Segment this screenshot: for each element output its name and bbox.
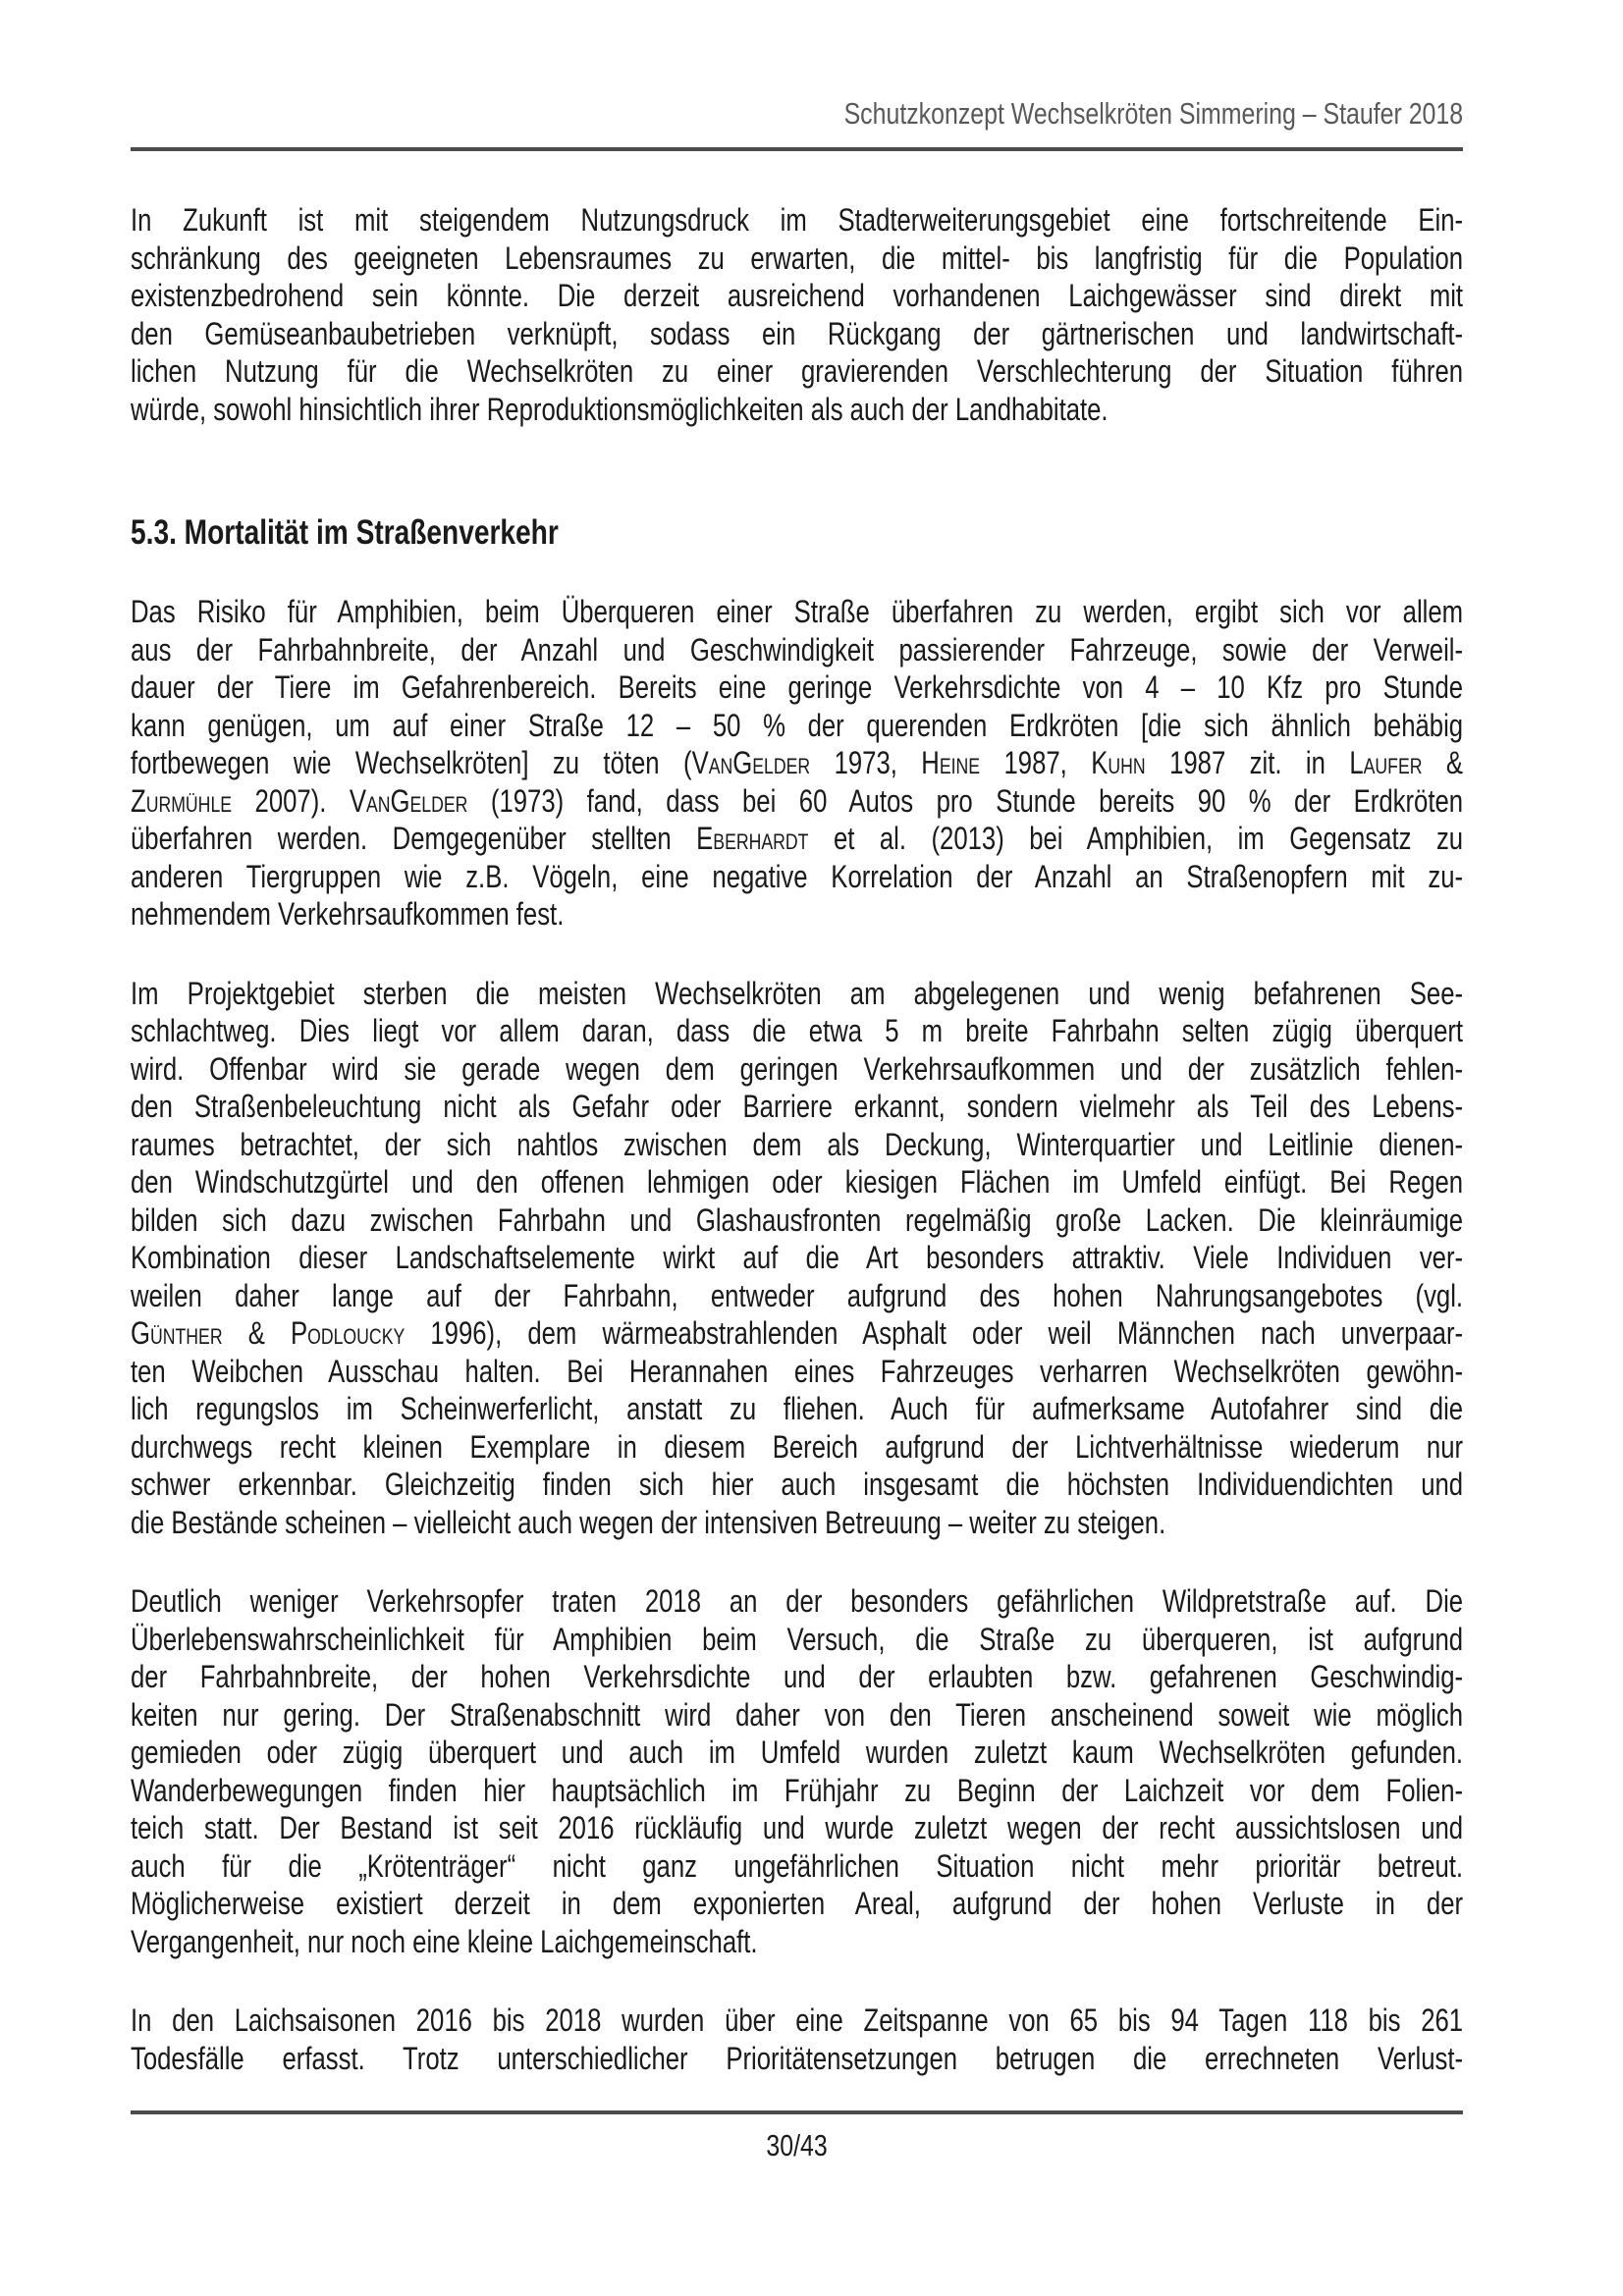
author-citation: Podloucky: [290, 1315, 406, 1351]
text-run: Todesfälle erfasst. Trotz unterschiedlicher Prioritätensetzungen betrugen die errechneten Verlust-: [131, 2040, 1464, 2076]
text-line: [131, 1621, 1463, 1659]
text-line: [131, 631, 1463, 669]
text-line: [131, 1314, 1463, 1353]
text-run: durchwegs recht kleinen Exemplare in diesem Bereich aufgrund der Lichtverhältnisse wiederum nur: [131, 1428, 1464, 1465]
text-line: [131, 1428, 1463, 1467]
text-run: dauer der Tiere im Gefahrenbereich. Bereits eine geringe Verkehrsdichte von 4 – 10 Kfz pro Stunde: [131, 669, 1464, 705]
text-run: schlachtweg. Dies liegt vor allem daran, dass die etwa 5 m breite Fahrbahn selten zügig überquert: [131, 1013, 1464, 1048]
text-line: [131, 858, 1463, 896]
text-run: 1973,: [810, 745, 922, 780]
text-line: [131, 1277, 1463, 1315]
text-run: auch für die „Krötenträger“ nicht ganz ungefährlichen Situation nicht mehr prioritär betreut.: [131, 1847, 1464, 1884]
text-run: Überlebenswahrscheinlichkeit für Amphibien beim Versuch, die Straße zu überqueren, ist aufgrund: [131, 1621, 1464, 1657]
text-line: [131, 668, 1463, 707]
text-line: [131, 707, 1463, 745]
paragraph: [131, 2002, 1623, 2077]
text-line: [131, 391, 1463, 429]
section-heading: 5.3. Mortalität im Straßenverkehr: [131, 513, 559, 552]
text-line: [131, 1126, 1463, 1164]
text-line: [131, 1734, 1463, 1772]
text-line: [131, 2002, 1463, 2040]
text-run: Möglicherweise existiert derzeit in dem exponierten Areal, aufgrund der hohen Verluste in der: [131, 1886, 1464, 1921]
author-citation: Eberhardt: [696, 821, 809, 856]
text-line: [131, 1582, 1463, 1621]
text-run: et al. (2013) bei Amphibien, im Gegensatz zu: [808, 821, 1464, 856]
text-run: Wanderbewegungen finden hier hauptsächlich im Frühjahr zu Beginn der Laichzeit vor dem Folien-: [131, 1772, 1464, 1808]
text-run: (1973) fand, dass bei 60 Autos pro Stunde bereits 90 % der Erdkröten: [467, 782, 1464, 819]
text-run: weilen daher lange auf der Fahrbahn, entweder aufgrund des hohen Nahrungsangebotes (vgl.: [131, 1277, 1464, 1313]
page-header-title: Schutzkonzept Wechselkröten Simmering – Staufer 2018: [843, 96, 1464, 131]
text-line: [131, 352, 1463, 391]
text-line: [131, 315, 1463, 353]
text-line: [131, 1088, 1463, 1126]
text-run: 2007).: [232, 782, 350, 819]
footer-rule: [131, 2110, 1463, 2114]
author-citation: VanGelder: [349, 782, 468, 819]
paragraph: [131, 975, 1623, 1542]
author-citation: Günther: [131, 1315, 223, 1351]
text-run: den Gemüseanbaubetrieben verknüpft, sodass ein Rückgang der gärtnerischen und landwirtschaft-: [131, 315, 1464, 351]
author-citation: Zurmühle: [131, 782, 233, 819]
text-run: schwer erkennbar. Gleichzeitig finden sich hier auch insgesamt die höchsten Individuendichten und: [131, 1467, 1464, 1502]
author-citation: VanGelder: [691, 745, 811, 780]
text-line: [131, 820, 1463, 858]
text-run: aus der Fahrbahnbreite, der Anzahl und Geschwindigkeit passierender Fahrzeuge, sowie der Verweil-: [131, 631, 1464, 667]
text-line: [131, 1504, 1463, 1542]
text-run: teich statt. Der Bestand ist seit 2016 rückläufig und wurde zuletzt wegen der recht aussichtslosen und: [131, 1810, 1464, 1845]
text-line: [131, 1696, 1463, 1735]
text-run: nehmendem Verkehrsaufkommen fest.: [131, 896, 565, 932]
text-run: lich regungslos im Scheinwerferlicht, anstatt zu fliehen. Auch für aufmerksame Autofahrer sind die: [131, 1391, 1464, 1426]
text-line: [131, 1050, 1463, 1089]
text-line: [131, 277, 1463, 315]
text-run: Deutlich weniger Verkehrsopfer traten 2018 an der besonders gefährlichen Wildpretstraße auf. Die: [131, 1583, 1464, 1619]
text-line: [131, 240, 1463, 278]
text-line: [131, 201, 1463, 240]
author-citation: Kuhn: [1091, 745, 1146, 780]
text-line: [131, 744, 1463, 782]
text-line: [131, 1658, 1463, 1696]
text-run: den Windschutzgürtel und den offenen lehmigen oder kiesigen Flächen im Umfeld einfügt. Bei Regen: [131, 1164, 1464, 1200]
text-run: raumes betrachtet, der sich nahtlos zwischen dem als Deckung, Winterquartier und Leitlinie dienen-: [131, 1126, 1464, 1162]
header-rule: [131, 147, 1463, 151]
text-line: [131, 782, 1463, 821]
page-number: 30/43: [766, 2128, 828, 2163]
paragraph: [131, 593, 1623, 934]
text-run: 1987,: [980, 745, 1092, 780]
text-run: der Fahrbahnbreite, der hohen Verkehrsdichte und der erlaubten bzw. gefahrenen Geschwindig-: [131, 1659, 1464, 1694]
author-citation: Laufer: [1349, 745, 1423, 780]
text-run: lichen Nutzung für die Wechselkröten zu einer gravierenden Verschlechterung der Situation führen: [131, 353, 1464, 389]
text-run: existenzbedrohend sein könnte. Die derzeit ausreichend vorhandenen Laichgewässer sind direkt mit: [131, 278, 1464, 313]
paragraph: [131, 1582, 1623, 1960]
author-citation: Heine: [921, 745, 981, 780]
text-run: In Zukunft ist mit steigendem Nutzungsdruck im Stadterweiterungsgebiet eine fortschreitende Ein-: [131, 202, 1464, 238]
text-line: [131, 1466, 1463, 1504]
text-run: bilden sich dazu zwischen Fahrbahn und Glashausfronten regelmäßig große Lacken. Die kleinräumige: [131, 1201, 1464, 1238]
text-line: [131, 1847, 1463, 1886]
text-line: [131, 1809, 1463, 1847]
text-line: [131, 2040, 1463, 2078]
text-run: Im Projektgebiet sterben die meisten Wechselkröten am abgelegenen und wenig befahrenen See-: [131, 975, 1464, 1011]
text-line: [131, 1923, 1463, 1961]
text-run: die Bestände scheinen – vielleicht auch wegen der intensiven Betreuung – weiter zu steigen.: [131, 1504, 1166, 1540]
text-line: [131, 975, 1463, 1013]
paragraph: [131, 201, 1623, 428]
text-run: &: [222, 1315, 291, 1351]
text-run: 1996), dem wärmeabstrahlenden Asphalt oder weil Männchen nach unverpaar-: [405, 1315, 1464, 1351]
text-line: [131, 1201, 1463, 1240]
text-line: [131, 593, 1463, 631]
text-run: den Straßenbeleuchtung nicht als Gefahr oder Barriere erkannt, sondern vielmehr als Teil des Lebens-: [131, 1089, 1464, 1124]
text-run: &: [1422, 745, 1464, 780]
text-line: [131, 1239, 1463, 1277]
text-run: wird. Offenbar wird sie gerade wegen dem geringen Verkehrsaufkommen und der zusätzlich fehlen-: [131, 1050, 1464, 1087]
text-run: kann genügen, um auf einer Straße 12 – 50 % der querenden Erdkröten [die sich ähnlich behäbig: [131, 707, 1464, 743]
text-line: [131, 1390, 1463, 1428]
text-run: schränkung des geeigneten Lebensraumes zu erwarten, die mittel- bis langfristig für die Population: [131, 240, 1464, 276]
text-run: überfahren werden. Demgegenüber stellten: [131, 821, 697, 856]
text-run: Vergangenheit, nur noch eine kleine Laichgemeinschaft.: [131, 1923, 758, 1959]
text-run: Kombination dieser Landschaftselemente wirkt auf die Art besonders attraktiv. Viele Individuen ver-: [131, 1240, 1464, 1275]
text-line: [131, 1012, 1463, 1050]
text-run: keiten nur gering. Der Straßenabschnitt wird daher von den Tieren anscheinend soweit wie möglich: [131, 1696, 1464, 1733]
text-line: [131, 1163, 1463, 1201]
text-line: [131, 895, 1463, 934]
text-line: [131, 1772, 1463, 1810]
text-run: In den Laichsaisonen 2016 bis 2018 wurden über eine Zeitspanne von 65 bis 94 Tagen 118 bis 261: [131, 2002, 1464, 2038]
text-run: ten Weibchen Ausschau halten. Bei Herannahen eines Fahrzeuges verharren Wechselkröten gewöhn-: [131, 1353, 1464, 1389]
text-run: gemieden oder zügig überquert und auch im Umfeld wurden zuletzt kaum Wechselkröten gefunden.: [131, 1735, 1464, 1770]
text-run: fortbewegen wie Wechselkröten] zu töten (: [131, 745, 692, 780]
text-run: Das Risiko für Amphibien, beim Überqueren einer Straße überfahren zu werden, ergibt sich vor allem: [131, 594, 1464, 629]
text-line: [131, 1885, 1463, 1923]
text-line: [131, 1353, 1463, 1391]
text-run: 1987 zit. in: [1145, 745, 1350, 780]
text-run: anderen Tiergruppen wie z.B. Vögeln, eine negative Korrelation der Anzahl an Straßenopfern mit zu-: [131, 858, 1464, 894]
text-run: würde, sowohl hinsichtlich ihrer Reproduktionsmöglichkeiten als auch der Landhabitate.: [131, 391, 1109, 427]
document-body: [131, 201, 1623, 2077]
